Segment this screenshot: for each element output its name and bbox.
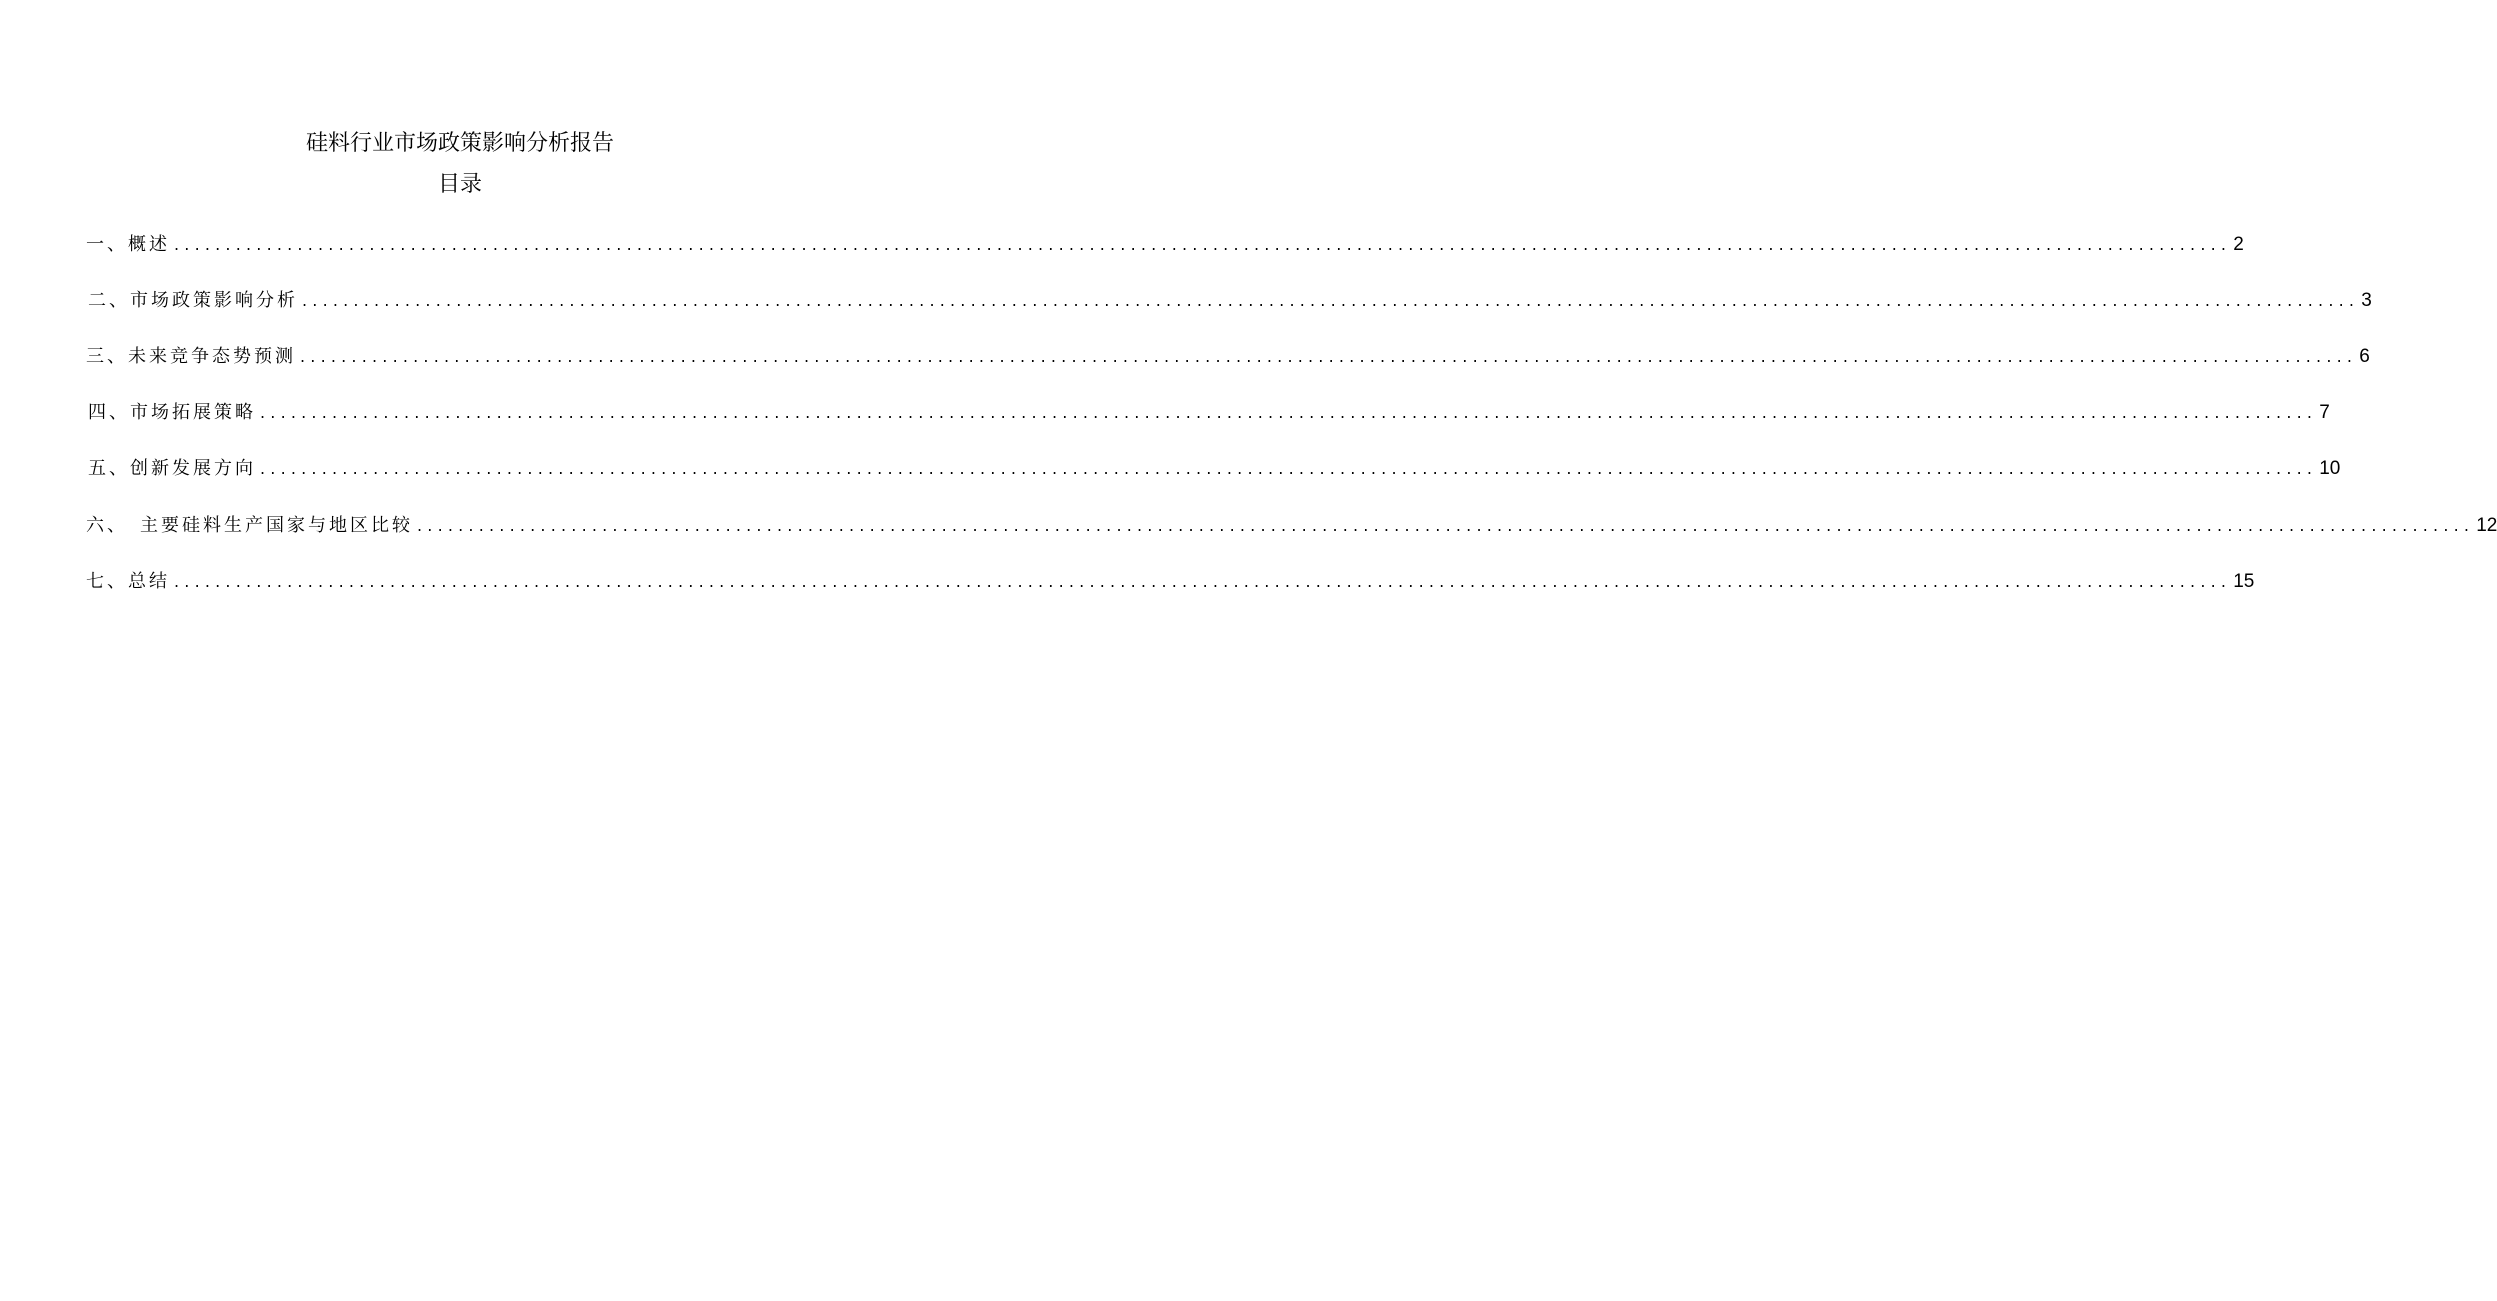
toc-entry-label: 七、总结 [86,571,170,592]
toc-heading: 目录 [437,172,482,197]
toc-entry-label: 三、未来竞争态势预测 [86,346,296,367]
toc-entry-label: 六、 主要硅料生产国家与地区比较 [86,515,413,536]
toc-entry-label: 一、概述 [86,234,170,255]
toc-entry[interactable] [86,232,2244,258]
toc-entry[interactable] [88,400,2330,426]
toc-entry-page: 6 [2359,346,2370,367]
toc-entry[interactable] [86,344,2370,370]
toc-dot-leader: ........................................................................................................................................................................................................ [174,572,2232,591]
toc-entry-page: 15 [2233,571,2255,592]
document-title: 硅料行业市场政策影响分析报告 [305,131,614,156]
toc-entry-page: 10 [2319,458,2341,479]
toc-entry-page: 2 [2233,234,2244,255]
toc-entry-label: 五、创新发展方向 [88,458,256,479]
toc-dot-leader: ........................................................................................................................................................................................................ [302,291,2360,310]
toc-entry[interactable] [86,513,2497,539]
toc-entry-label: 二、市场政策影响分析 [88,290,298,311]
toc-dot-leader: ........................................................................................................................................................................................................ [174,235,2232,254]
toc-dot-leader: ........................................................................................................................................................................................................ [300,347,2358,366]
toc-dot-leader: ........................................................................................................................................................................................................ [260,459,2318,478]
toc-entry-label: 四、市场拓展策略 [88,402,256,423]
toc-entry[interactable] [88,288,2372,314]
toc-dot-leader: ........................................................................................................................................................................................................ [417,516,2475,535]
toc-entry-page: 7 [2319,402,2330,423]
toc-entry-page: 12 [2476,515,2497,536]
toc-entry[interactable] [88,456,2341,482]
toc-entry[interactable] [86,569,2255,595]
toc-entry-page: 3 [2361,290,2372,311]
toc-dot-leader: ........................................................................................................................................................................................................ [260,403,2318,422]
